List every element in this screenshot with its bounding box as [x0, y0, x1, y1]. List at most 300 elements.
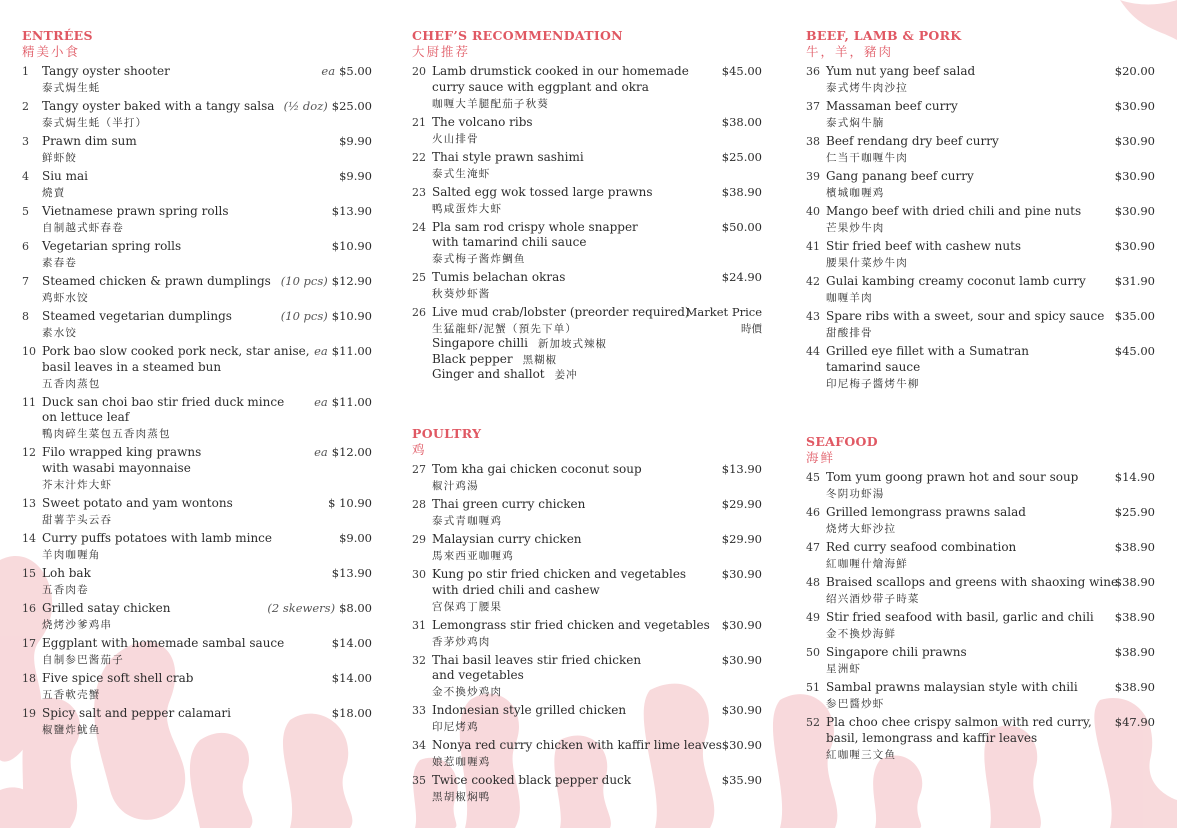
- item-name: [432, 653, 641, 684]
- item-price-value: $45.00: [1114, 344, 1155, 358]
- item-price: [1115, 645, 1155, 659]
- item-name-chinese: 紅咖喱三文鱼: [826, 748, 897, 761]
- item-qualifier: (10 pcs): [280, 274, 328, 288]
- item-name-line: Thai style prawn sashimi: [432, 149, 584, 164]
- item-price: [281, 309, 372, 323]
- item-name-line: Braised scallops and greens with shaoxing wine: [826, 575, 1119, 589]
- item-number: 12: [22, 446, 36, 459]
- item-name-chinese: 紅咖喱什燴海鮮: [826, 558, 908, 570]
- item-name-chinese: 檳城咖喱鸡: [826, 187, 885, 199]
- item-name: [42, 445, 201, 476]
- item-price-value: $30.90: [1114, 239, 1155, 253]
- item-name: [42, 706, 231, 722]
- item-name-chinese: 甜薯芋头云吞: [42, 513, 113, 526]
- item-name-chinese: 金不換炒鸡肉: [432, 686, 503, 698]
- item-name-line: basil, lemongrass and kaffir leaves: [826, 730, 1038, 745]
- item-name-line: Twice cooked black pepper duck: [432, 773, 632, 787]
- item-number: 20: [412, 65, 426, 78]
- item-name-line: Yum nut yang beef salad: [826, 64, 976, 78]
- item-name: [42, 204, 228, 220]
- item-number: 34: [412, 739, 426, 752]
- item-price-value: $38.90: [1114, 680, 1155, 694]
- item-name: [826, 470, 1078, 486]
- item-name: [826, 344, 1029, 375]
- item-name-line: Lamb drumstick cooked in our homemade: [432, 64, 689, 78]
- item-name-chinese: 黑胡椒焖鸭: [432, 791, 491, 803]
- item-price-value: $38.90: [1114, 610, 1155, 624]
- item-name-line: Prawn dim sum: [42, 134, 137, 148]
- item-price-value: $38.90: [1114, 645, 1155, 659]
- section-title-cn: 海鲜: [806, 450, 836, 465]
- item-number: 35: [412, 774, 426, 787]
- item-name-line: tamarind sauce: [826, 359, 921, 374]
- item-price: [314, 445, 372, 459]
- item-name-chinese: 鲜虾餃: [42, 152, 78, 164]
- item-number: 11: [22, 395, 36, 409]
- item-name: [826, 680, 1078, 696]
- item-price-value: $29.90: [721, 497, 762, 511]
- item-name-line: Red curry seafood combination: [826, 540, 1017, 554]
- item-name: [432, 497, 585, 513]
- item-price-value: $14.00: [331, 635, 372, 650]
- item-price: [284, 99, 372, 113]
- section-title: CHEF’S RECOMMENDATION: [412, 28, 623, 43]
- item-name-line: Kung po stir fried chicken and vegetables: [432, 567, 687, 581]
- item-name: [826, 505, 1026, 521]
- item-price: [722, 618, 762, 632]
- item-number: 2: [22, 100, 29, 113]
- item-number: 52: [806, 716, 820, 729]
- section-title-cn: 精美小食: [22, 44, 81, 59]
- item-number: 3: [22, 135, 29, 148]
- item-price: [722, 567, 762, 581]
- item-name: [42, 64, 170, 80]
- item-name: [42, 566, 91, 582]
- item-name-chinese: 泰式焖牛腩: [826, 117, 885, 129]
- item-option-name: Black pepper: [432, 351, 513, 366]
- item-price-value: $24.90: [721, 270, 762, 284]
- item-name: [42, 671, 193, 687]
- item-price: [314, 344, 372, 358]
- item-price: [722, 653, 762, 667]
- item-price: [722, 738, 762, 752]
- item-price-value: $25.00: [721, 149, 762, 164]
- item-name: [42, 239, 181, 255]
- item-price-value: $25.90: [1114, 505, 1155, 519]
- item-price-value: $14.00: [331, 670, 372, 685]
- item-name: [826, 274, 1086, 290]
- item-name-line: Live mud crab/lobster (preorder required): [432, 305, 690, 319]
- item-price-value: $47.90: [1114, 715, 1155, 729]
- item-name-line: Grilled satay chicken: [42, 600, 171, 615]
- item-option-chinese: 新加坡式辣椒: [537, 338, 607, 350]
- item-price-value: $50.00: [721, 219, 762, 234]
- item-price: [1115, 64, 1155, 78]
- item-price: [722, 703, 762, 717]
- item-price-value: $30.90: [1114, 134, 1155, 148]
- item-price-value: $12.00: [331, 445, 372, 459]
- item-name: [42, 274, 271, 290]
- item-price: [1115, 309, 1155, 323]
- item-qualifier: ea: [314, 445, 328, 459]
- item-name-chinese: 泰式烤牛肉沙拉: [826, 82, 908, 94]
- item-number: 41: [806, 240, 820, 253]
- item-name-line: Pla sam rod crispy whole snapper: [432, 219, 638, 234]
- item-price: [1115, 540, 1155, 554]
- item-name: [432, 64, 689, 95]
- item-name-line: Eggplant with homemade sambal sauce: [42, 635, 285, 650]
- item-number: 42: [806, 275, 820, 288]
- section-title: ENTRÉES: [22, 28, 93, 43]
- item-name: [826, 645, 967, 661]
- item-name-line: Steamed vegetarian dumplings: [42, 309, 232, 323]
- item-price: [339, 169, 372, 183]
- item-name-chinese: 腰果什菜炒牛肉: [826, 257, 908, 269]
- item-number: 36: [806, 65, 820, 78]
- item-number: 47: [806, 541, 820, 554]
- item-price-value: $30.90: [721, 617, 762, 632]
- item-number: 37: [806, 100, 820, 113]
- item-number: 30: [412, 568, 426, 581]
- item-qualifier: (½ doz): [283, 99, 328, 113]
- item-price: [1115, 134, 1155, 148]
- item-price: [332, 671, 372, 685]
- item-name-line: Malaysian curry chicken: [432, 532, 582, 546]
- item-option-chinese: 姜冲: [554, 369, 578, 381]
- item-name-line: with wasabi mayonnaise: [42, 460, 191, 475]
- item-price-value: $13.90: [331, 565, 372, 580]
- item-number: 44: [806, 345, 820, 358]
- seafood-column: [806, 432, 1155, 772]
- item-price-value: $12.90: [331, 274, 372, 288]
- item-name-chinese: 娘惹咖喱鸡: [432, 756, 491, 768]
- item-name-line: Singapore chili prawns: [826, 645, 967, 659]
- item-name-line: Tumis belachan okras: [432, 270, 566, 284]
- item-name-line: on lettuce leaf: [42, 410, 130, 424]
- item-price-value: $9.00: [339, 530, 372, 545]
- item-price-value: $20.00: [1114, 64, 1155, 78]
- item-price-value: $29.90: [721, 532, 762, 546]
- section-title-cn: 鸡: [412, 442, 427, 457]
- item-price-value: $35.90: [721, 773, 762, 787]
- item-name: [42, 636, 284, 652]
- item-price: [281, 274, 372, 288]
- item-number: 40: [806, 205, 820, 218]
- item-name: [432, 185, 653, 201]
- item-name: [432, 618, 710, 634]
- item-price-value: $30.90: [1114, 169, 1155, 183]
- item-price-value: $9.90: [339, 169, 372, 183]
- item-name-chinese: 金不換炒海鲜: [826, 628, 897, 640]
- item-price-value: $10.90: [331, 309, 372, 323]
- item-price: [722, 497, 762, 511]
- item-number: 17: [22, 636, 36, 650]
- item-name-chinese: 五香肉卷: [42, 583, 89, 596]
- item-name: [432, 703, 626, 719]
- item-price-value: $18.00: [331, 705, 372, 720]
- item-name: [42, 496, 233, 512]
- item-price-value: $14.90: [1114, 470, 1155, 484]
- item-name: [42, 309, 232, 325]
- item-price: [332, 636, 372, 650]
- item-name-line: and vegetables: [432, 668, 524, 682]
- item-price: [722, 532, 762, 546]
- item-price-value: $8.00: [339, 600, 372, 615]
- item-price: [1115, 470, 1155, 484]
- item-name-chinese: 泰式梅子酱炸鯛鱼: [432, 253, 526, 265]
- item-name-chinese: 椒鹽炸魷鱼: [42, 723, 101, 736]
- item-name-chinese: 冬阴功虾湯: [826, 488, 885, 500]
- item-number: 43: [806, 310, 820, 323]
- item-name-line: Siu mai: [42, 169, 88, 183]
- item-price: [339, 134, 372, 148]
- item-price-value: $30.90: [721, 738, 762, 752]
- item-price: [686, 305, 762, 319]
- item-name: [42, 99, 274, 115]
- item-name-line: Nonya red curry chicken with kaffir lime leaves: [432, 738, 722, 752]
- item-name-line: Tangy oyster shooter: [42, 64, 170, 78]
- item-price-value: $45.00: [721, 64, 762, 78]
- item-number: 1: [22, 65, 29, 78]
- item-name-line: The volcano ribs: [432, 114, 533, 129]
- item-name: [826, 99, 958, 115]
- item-price-value: $ 10.90: [328, 495, 372, 510]
- section-title-cn: 牛，羊，豬肉: [806, 44, 894, 59]
- item-name-line: Thai green curry chicken: [432, 497, 586, 511]
- item-name-chinese: 自制越式虾春卷: [42, 222, 124, 234]
- item-name-line: Spicy salt and pepper calamari: [42, 705, 231, 720]
- item-price-value: $30.90: [1114, 204, 1155, 218]
- item-price-value: $30.90: [1114, 99, 1155, 113]
- item-name: [42, 134, 137, 150]
- item-name-line: Vietnamese prawn spring rolls: [42, 204, 229, 218]
- item-price-value: $30.90: [721, 652, 762, 667]
- item-number: 24: [412, 220, 426, 234]
- item-name-chinese: 绍兴酒炒带子時菜: [826, 593, 920, 605]
- beef-column: [806, 26, 1155, 396]
- item-number: 15: [22, 566, 36, 580]
- item-name-line: Sambal prawns malaysian style with chili: [826, 680, 1078, 694]
- item-number: 29: [412, 533, 426, 546]
- item-number: 27: [412, 463, 426, 476]
- item-name: [432, 150, 584, 166]
- item-name-line: Stir fried beef with cashew nuts: [826, 239, 1022, 253]
- item-name: [432, 305, 690, 321]
- item-number: 39: [806, 170, 820, 183]
- item-name-line: Five spice soft shell crab: [42, 670, 194, 685]
- item-price-value: $38.90: [1114, 540, 1155, 554]
- item-name: [826, 575, 1118, 591]
- item-qualifier: ea: [321, 64, 336, 78]
- item-name-line: Thai basil leaves stir fried chicken: [432, 652, 642, 667]
- item-name-chinese: 火山排骨: [432, 132, 479, 145]
- item-name-chinese: 甜酸排骨: [826, 327, 873, 339]
- item-name-chinese: 印尼烤鸡: [432, 721, 479, 733]
- item-price: [339, 531, 372, 545]
- item-price-value: $10.90: [331, 239, 372, 253]
- item-price-value: $11.00: [331, 344, 372, 358]
- item-name: [826, 134, 999, 150]
- item-number: 16: [22, 601, 36, 615]
- item-name-chinese: 宫保鸡丁腰果: [432, 600, 503, 613]
- item-price-value: $11.00: [331, 394, 372, 409]
- item-price: [722, 220, 762, 234]
- item-price: [267, 601, 372, 615]
- item-name-chinese: 咖喱羊肉: [826, 292, 873, 304]
- chefs-column: [412, 26, 762, 386]
- item-name-line: Grilled eye fillet with a Sumatran: [826, 344, 1030, 358]
- item-price: [1115, 204, 1155, 218]
- item-name: [42, 169, 88, 185]
- item-price-value: $30.90: [721, 567, 762, 581]
- item-price: [722, 64, 762, 78]
- item-qualifier: (10 pcs): [280, 309, 328, 323]
- section-title-cn: 大厨推荐: [412, 44, 471, 59]
- item-name-chinese: 咖喱大羊腿配茄子秋葵: [432, 97, 549, 110]
- item-name: [826, 239, 1021, 255]
- item-name-chinese: 馬來西亚咖喱鸡: [432, 550, 514, 562]
- item-name-chinese: 泰式青咖喱鸡: [432, 515, 503, 527]
- item-number: 48: [806, 576, 820, 589]
- item-option: [432, 336, 607, 351]
- item-number: 49: [806, 611, 820, 624]
- item-qualifier: ea: [314, 394, 328, 409]
- item-name-line: Vegetarian spring rolls: [42, 239, 182, 253]
- item-number: 22: [412, 150, 426, 164]
- item-option: [432, 367, 578, 382]
- item-number: 10: [22, 345, 36, 358]
- item-name-line: with tamarind chili sauce: [432, 235, 587, 249]
- item-price: [722, 773, 762, 787]
- item-name-chinese: 泰式焗生蚝: [42, 82, 101, 94]
- item-number: 19: [22, 706, 36, 720]
- item-number: 6: [22, 240, 29, 253]
- item-price: [1115, 505, 1155, 519]
- section-title: POULTRY: [412, 426, 482, 441]
- item-number: 51: [806, 681, 820, 694]
- item-name-chinese: 五香肉蒸包: [42, 377, 101, 390]
- item-name-line: Beef rendang dry beef curry: [826, 134, 999, 148]
- item-price-value: $25.00: [331, 99, 372, 113]
- item-name-line: Loh bak: [42, 565, 91, 580]
- item-price: [321, 64, 372, 78]
- item-name-line: Pork bao slow cooked pork neck, star anise,: [42, 344, 310, 358]
- item-name-chinese: 鸭咸蛋炸大虾: [432, 202, 503, 215]
- item-name: [42, 395, 284, 426]
- item-name-line: Massaman beef curry: [826, 99, 958, 113]
- item-name: [826, 169, 974, 185]
- item-name: [432, 220, 638, 251]
- item-price-value: $5.00: [339, 64, 372, 78]
- item-number: 25: [412, 271, 426, 284]
- item-option-name: Ginger and shallot: [432, 367, 545, 381]
- item-name-line: Mango beef with dried chili and pine nuts: [826, 204, 1082, 218]
- item-qualifier: ea: [314, 344, 328, 358]
- item-price: [722, 150, 762, 164]
- item-name-line: Lemongrass stir fried chicken and vegetables: [432, 617, 710, 632]
- item-price: [722, 462, 762, 476]
- item-option-name: Singapore chilli: [432, 336, 528, 350]
- item-name-chinese: 芥末汁炸大虾: [42, 478, 113, 491]
- item-name-line: Duck san choi bao stir fried duck mince: [42, 394, 285, 409]
- item-name-line: Spare ribs with a sweet, sour and spicy sauce: [826, 309, 1105, 323]
- item-name: [432, 270, 565, 286]
- item-name-chinese: 生猛龍虾/泥蟹（預先下单）: [432, 323, 578, 335]
- item-name: [42, 531, 272, 547]
- item-name-line: curry sauce with eggplant and okra: [432, 79, 649, 94]
- section-title: SEAFOOD: [806, 434, 878, 449]
- item-name: [432, 462, 642, 478]
- item-name-chinese: 参巴醬炒虾: [826, 698, 885, 710]
- item-price: [1115, 610, 1155, 624]
- item-price: [722, 270, 762, 284]
- item-number: 31: [412, 618, 426, 632]
- item-price-value: $38.90: [721, 184, 762, 199]
- item-price: [1115, 715, 1155, 729]
- item-name-line: with dried chili and cashew: [432, 582, 600, 597]
- item-name-chinese: 鴨肉碎生菜包五香肉蒸包: [42, 428, 171, 440]
- item-number: 13: [22, 496, 36, 510]
- item-number: 21: [412, 115, 426, 129]
- item-name-line: Tangy oyster baked with a tangy salsa: [42, 99, 275, 113]
- item-name: [432, 115, 533, 131]
- item-number: 45: [806, 471, 820, 484]
- item-name-line: Indonesian style grilled chicken: [432, 703, 627, 717]
- item-number: 23: [412, 185, 426, 199]
- item-price: [1115, 274, 1155, 288]
- item-price: [332, 204, 372, 218]
- item-price-value: $38.90: [1114, 575, 1155, 589]
- item-name-chinese: 椒汁鸡湯: [432, 480, 479, 492]
- item-price-value: $13.90: [331, 204, 372, 218]
- item-price: [314, 395, 372, 409]
- item-name: [432, 532, 582, 548]
- item-name-chinese: 素春卷: [42, 257, 78, 269]
- item-price: [1115, 680, 1155, 694]
- item-name-chinese: 香茅炒鸡肉: [432, 635, 491, 648]
- item-name: [432, 773, 631, 789]
- item-price: [328, 496, 372, 510]
- item-name-line: Filo wrapped king prawns: [42, 445, 202, 459]
- item-price-value: $38.00: [721, 114, 762, 129]
- item-number: 50: [806, 646, 820, 659]
- item-number: 46: [806, 506, 820, 519]
- item-number: 14: [22, 531, 36, 545]
- item-name: [432, 567, 686, 598]
- item-name-line: Tom kha gai chicken coconut soup: [432, 462, 642, 476]
- item-name-line: Curry puffs potatoes with lamb mince: [42, 530, 272, 545]
- item-price: [1115, 239, 1155, 253]
- item-name-chinese: 烧烤大虾沙拉: [826, 523, 897, 535]
- item-name-line: Steamed chicken & prawn dumplings: [42, 274, 271, 288]
- item-name-chinese: 泰式生淹虾: [432, 167, 491, 180]
- item-option: [432, 352, 557, 367]
- item-price-value: $13.90: [721, 462, 762, 476]
- item-name-chinese: 印尼梅子醬烤牛柳: [826, 377, 920, 390]
- poultry-column: [412, 424, 762, 804]
- item-name: [826, 610, 1094, 626]
- item-name: [42, 344, 310, 375]
- item-price-chinese: 時價: [741, 323, 762, 335]
- item-price: [1115, 575, 1155, 589]
- item-name-chinese: 羊肉咖喱角: [42, 548, 101, 561]
- item-name-line: Stir fried seafood with basil, garlic and chili: [826, 610, 1094, 624]
- item-name-chinese: 五香軟壳蟹: [42, 688, 101, 701]
- item-name-chinese: 燒賣: [42, 187, 66, 199]
- item-number: 32: [412, 653, 426, 667]
- item-price-value: $9.90: [339, 134, 372, 148]
- item-number: 26: [412, 306, 426, 319]
